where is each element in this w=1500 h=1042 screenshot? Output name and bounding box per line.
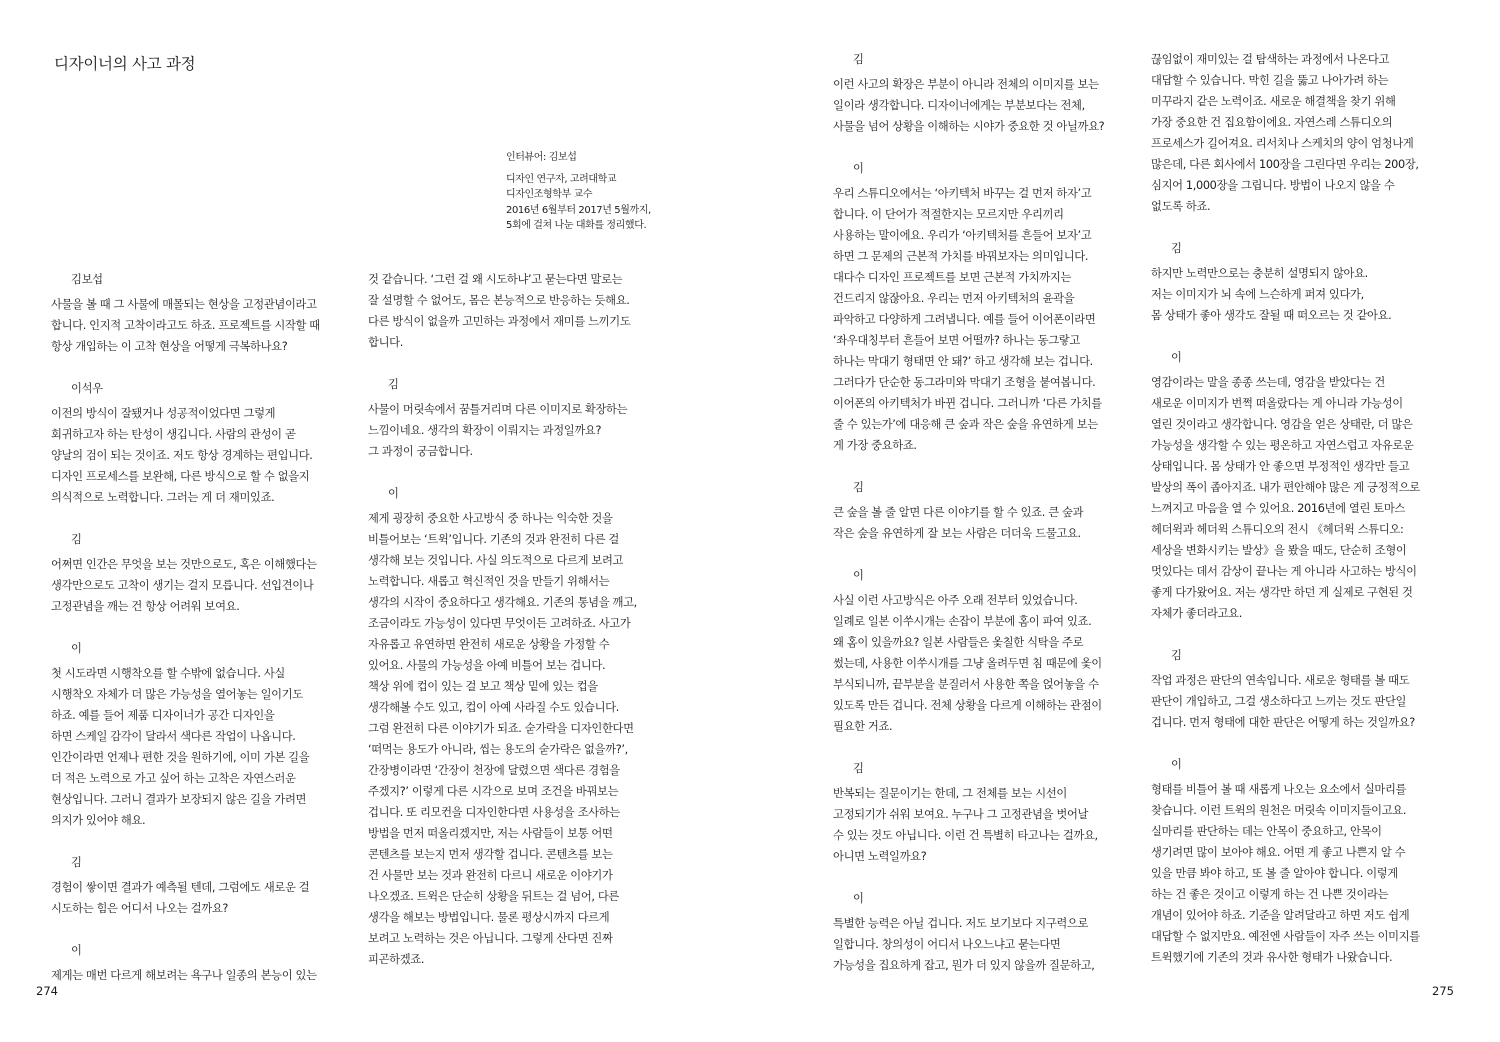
- text-line: 조금이라도 가능성이 있다면 무엇이든 고려하죠. 사고가: [368, 617, 631, 630]
- speaker-name: 이: [1171, 758, 1182, 771]
- text-line: 더 적은 노력으로 가고 싶어 하는 고착은 자연스러운: [51, 772, 296, 785]
- text-line: 고정관념을 깨는 건 항상 어려워 보여요.: [51, 600, 240, 613]
- dialogue-block: [833, 158, 1104, 456]
- text-line: 가능성을 생각할 수 있는 평온하고 자연스럽고 자유로운: [1151, 439, 1414, 452]
- text-line: 잘 설명할 수 없어도, 몸은 본능적으로 반응하는 듯해요.: [368, 294, 630, 307]
- text-line: 수 있는 것도 아닙니다. 이런 건 특별히 타고나는 걸까요,: [833, 829, 1098, 842]
- text-line: 일이라 생각합니다. 디자이너에게는 부분보다는 전체,: [833, 99, 1085, 112]
- text-line: 시행착오 자체가 더 많은 가능성을 열어놓는 일이기도: [51, 688, 303, 701]
- speaker-name: 이: [388, 487, 399, 500]
- text-line: 의지가 있어야 해요.: [51, 814, 146, 827]
- speaker-name: 이: [1171, 351, 1182, 364]
- text-line: 많은데, 다른 회사에서 100장을 그린다면 우리는 200장,: [1151, 158, 1419, 171]
- text-line: 없도록 하죠.: [1151, 200, 1211, 213]
- page-number-left: 274: [36, 984, 58, 998]
- dialogue-block: [51, 638, 320, 831]
- text-line: 그러다가 단순한 동그라미와 막대기 조형을 붙여봅니다.: [833, 376, 1096, 389]
- right-page: [750, 0, 1500, 1042]
- speaker-name: 이: [71, 642, 82, 655]
- text-column-1: [51, 269, 320, 1007]
- text-line: 겁니다. 먼저 형태에 대한 판단은 어떻게 하는 것일까요?: [1151, 716, 1415, 729]
- text-line: 사물을 볼 때 그 사물에 매몰되는 현상을 고정관념이라고: [51, 298, 317, 311]
- text-line: 노력합니다. 새롭고 혁신적인 것을 만들기 위해서는: [368, 575, 610, 588]
- text-line: 아니면 노력일까요?: [833, 850, 927, 863]
- text-line: 큰 숲을 볼 줄 알면 다른 이야기를 할 수 있죠. 큰 숲과: [833, 506, 1084, 519]
- text-line: 있어요. 사물의 가능성을 아예 비틀어 보는 겁니다.: [368, 659, 606, 672]
- text-line: 일례로 일본 이쑤시개는 손잡이 부분에 홈이 파여 있죠.: [833, 615, 1092, 628]
- text-line: 몸 상태가 좋아 생각도 잘될 때 떠오르는 것 같아요.: [1151, 309, 1392, 322]
- text-line: 세상을 변화시키는 발상》을 봤을 때도, 단순히 조형이: [1151, 544, 1407, 557]
- speaker-name: 이: [853, 162, 864, 175]
- text-line: 비틀어보는 ‘트윅’입니다. 기존의 것과 완전히 다른 걸: [368, 533, 619, 546]
- text-line: 판단이 개입하고, 그걸 생소하다고 느끼는 것도 판단일: [1151, 695, 1407, 708]
- text-line: 생기려면 많이 보아야 해요. 어떤 게 좋고 나쁜지 알 수: [1151, 846, 1406, 859]
- speaker-name: 이: [71, 944, 82, 957]
- text-line: 있을 만큼 봐야 하고, 또 볼 줄 알아야 합니다. 이렇게: [1151, 867, 1398, 880]
- text-line: 대다수 디자인 프로젝트를 보면 근본적 가치까지는: [833, 271, 1072, 284]
- dialogue-block: [1151, 238, 1420, 326]
- text-line: 대답할 수 있습니다. 막힌 길을 뚫고 나아가려 하는: [1151, 74, 1389, 87]
- text-line: 항상 개입하는 이 고착 현상을 어떻게 극복하나요?: [51, 340, 288, 353]
- dialogue-block: [51, 940, 320, 986]
- text-line: 저는 이미지가 뇌 속에 느슨하게 퍼져 있다가,: [1151, 288, 1364, 301]
- text-line: 왜 홈이 있을까요? 일본 사람들은 옻칠한 식탁을 주로: [833, 636, 1084, 649]
- text-line: 상태입니다. 몸 상태가 안 좋으면 부정적인 생각만 들고: [1151, 460, 1410, 473]
- text-line: 좋게 다가왔어요. 저는 생각만 하던 게 실제로 구현된 것: [1151, 586, 1413, 599]
- text-line: 하죠. 예를 들어 제품 디자이너가 공간 디자인을: [51, 709, 275, 722]
- text-line: 영감이라는 말을 종종 쓰는데, 영감을 받았다는 건: [1151, 376, 1385, 389]
- text-line: ‘떠먹는 용도가 아니라, 씹는 용도의 숟가락은 없을까?’,: [368, 743, 628, 756]
- text-line: 헤더윅과 헤더윅 스튜디오의 전시 《헤더윅 스튜디오:: [1151, 523, 1404, 536]
- dialogue-block: [51, 529, 320, 617]
- text-column-2: [368, 269, 637, 991]
- text-line: 피곤하겠죠.: [368, 953, 425, 966]
- text-line: 건 사물만 보는 것과 완전히 다르니 새로운 이야기가: [368, 869, 613, 882]
- text-line: 하면 스케일 감각이 달라서 색다른 작업이 나옵니다.: [51, 730, 296, 743]
- speaker-name: 이석우: [71, 382, 103, 395]
- text-line: 형태를 비틀어 볼 때 새롭게 나오는 요소에서 실마리를: [1151, 783, 1407, 796]
- dialogue-block: [51, 378, 320, 508]
- text-line: 합니다.: [368, 336, 403, 349]
- text-line: 생각해 보는 것입니다. 사실 의도적으로 다르게 보려고: [368, 554, 624, 567]
- text-line: 썼는데, 사용한 이쑤시개를 그냥 올려두면 침 때문에 옻이: [833, 657, 1102, 670]
- text-line: 생각의 시작이 중요하다고 생각해요. 기존의 통념을 깨고,: [368, 596, 637, 609]
- text-line: 다른 방식이 없을까 고민하는 과정에서 재미를 느끼기도: [368, 315, 631, 328]
- text-line: 현상입니다. 그러니 결과가 보장되지 않은 길을 가려면: [51, 793, 307, 806]
- text-line: 개념이 있어야 하죠. 기준을 알려달라고 하면 저도 쉽게: [1151, 909, 1410, 922]
- text-line: 책상 위에 컵이 있는 걸 보고 책상 밑에 있는 컵을: [368, 680, 598, 693]
- text-line: 간장병이라면 ‘간장이 천장에 달렸으면 색다른 경험을: [368, 764, 620, 777]
- text-line: 사물을 넘어 상황을 이해하는 시야가 중요한 것 아닐까요?: [833, 120, 1105, 133]
- info-line: 디자인조형학부 교수: [506, 189, 593, 200]
- text-line: 양날의 검이 되는 것이죠. 저도 항상 경계하는 편입니다.: [51, 449, 313, 462]
- info-line: 인터뷰어: 김보섭: [506, 152, 577, 163]
- speaker-name: 김: [853, 53, 864, 66]
- text-line: 이전의 방식이 잘됐거나 성공적이었다면 그렇게: [51, 407, 276, 420]
- interviewer-info: [506, 150, 651, 234]
- text-column-4: [1151, 49, 1420, 989]
- dialogue-block: [833, 49, 1104, 137]
- dialogue-block: [833, 565, 1104, 737]
- text-line: 열린 것이라고 생각합니다. 영감을 얻은 상태란, 더 많은: [1151, 418, 1413, 431]
- dialogue-block: [1151, 645, 1420, 733]
- text-line: 그럼 완전히 다른 이야기가 되죠. 숟가락을 디자인한다면: [368, 722, 634, 735]
- text-line: 자유롭고 유연하면 완전히 새로운 상황을 가정할 수: [368, 638, 610, 651]
- text-line: 자체가 좋더라고요.: [1151, 607, 1242, 620]
- speaker-name: 김: [853, 481, 864, 494]
- text-column-3: [833, 49, 1104, 997]
- text-line: 실마리를 판단하는 데는 안목이 중요하고, 안목이: [1151, 825, 1382, 838]
- text-line: 하나는 막대기 형태면 안 돼?’ 하고 생각해 보는 겁니다.: [833, 355, 1093, 368]
- text-line: 찾습니다. 이런 트윅의 원천은 머릿속 이미지들이고요.: [1151, 804, 1407, 817]
- text-line: 파악하고 다양하게 그려냅니다. 예를 들어 이어폰이라면: [833, 313, 1096, 326]
- text-line: 느껴지고 마음을 열 수 있어요. 2016년에 열린 토마스: [1151, 502, 1405, 515]
- speaker-name: 김보섭: [71, 273, 103, 286]
- text-line: 고정되기가 쉬워 보여요. 누구나 그 고정관념을 벗어날: [833, 808, 1089, 821]
- speaker-name: 김: [388, 378, 399, 391]
- text-line: 첫 시도라면 시행착오를 할 수밖에 없습니다. 사실: [51, 667, 285, 680]
- dialogue-block: [833, 477, 1104, 544]
- page-number-right: 275: [1432, 984, 1454, 998]
- text-line: 특별한 능력은 아닐 겁니다. 저도 보기보다 지구력으로: [833, 917, 1089, 930]
- text-line: 가능성을 집요하게 잡고, 뭔가 더 있지 않을까 질문하고,: [833, 959, 1095, 972]
- text-line: 보려고 노력하는 것은 아닙니다. 그렇게 산다면 진짜: [368, 932, 613, 945]
- text-line: 콘텐츠를 보는지 먼저 생각할 겁니다. 콘텐츠를 보는: [368, 848, 613, 861]
- text-line: 끊임없이 재미있는 걸 탐색하는 과정에서 나온다고: [1151, 53, 1390, 66]
- text-line: 것 같습니다. ‘그런 걸 왜 시도하냐’고 묻는다면 말로는: [368, 273, 623, 286]
- dialogue-block: [833, 888, 1104, 976]
- text-line: 프로세스가 길어져요. 리서치나 스케치의 양이 엄청나게: [1151, 137, 1414, 150]
- text-line: 시도하는 힘은 어디서 나오는 걸까요?: [51, 902, 229, 915]
- text-line: 합니다. 이 단어가 적절한지는 모르지만 우리끼리: [833, 208, 1064, 221]
- text-line: ‘좌우대칭부터 흔들어 보면 어떨까? 하나는 동그랗고: [833, 334, 1080, 347]
- text-line: 이런 사고의 확장은 부분이 아니라 전체의 이미지를 보는: [833, 78, 1099, 91]
- text-line: 필요한 거죠.: [833, 720, 893, 733]
- text-line: 반복되는 질문이기는 한데, 그 전체를 보는 시선이: [833, 787, 1067, 800]
- text-line: 주겠지?’ 이렇게 다른 시각으로 보며 조건을 바꿔보는: [368, 785, 619, 798]
- dialogue-block: [1151, 347, 1420, 624]
- text-line: 작은 숲을 유연하게 잘 보는 사람은 더더욱 드물고요.: [833, 527, 1081, 540]
- speaker-name: 김: [1171, 649, 1182, 662]
- text-line: 겁니다. 또 리모컨을 디자인한다면 사용성을 조사하는: [368, 806, 620, 819]
- text-line: 하면 그 문제의 근본적 가치를 바꿔보자는 의미입니다.: [833, 250, 1089, 263]
- dialogue-block: [51, 852, 320, 919]
- dialogue-block: [1151, 754, 1420, 968]
- text-line: 디자인 프로세스를 보완해, 다른 방식으로 할 수 없을지: [51, 470, 310, 483]
- text-line: 새로운 이미지가 번쩍 떠올랐다는 게 아니라 가능성이: [1151, 397, 1403, 410]
- dialogue-block: [368, 269, 637, 353]
- text-line: 방법을 먼저 떠올리겠지만, 저는 사람들이 보통 어떤: [368, 827, 613, 840]
- text-line: 건드리지 않잖아요. 우리는 먼저 아키텍처의 윤곽을: [833, 292, 1075, 305]
- text-line: 사실 이런 사고방식은 아주 오래 전부터 있었습니다.: [833, 594, 1078, 607]
- speaker-name: 김: [71, 856, 82, 869]
- dialogue-block: [51, 269, 320, 357]
- text-line: 경험이 쌓이면 결과가 예측될 텐데, 그럼에도 새로운 걸: [51, 881, 310, 894]
- text-line: 대답할 수 없지만요. 예전엔 사람들이 자주 쓰는 이미지를: [1151, 930, 1420, 943]
- text-line: 회귀하고자 하는 탄성이 생깁니다. 사람의 관성이 곧: [51, 428, 296, 441]
- text-line: 있도록 만든 겁니다. 전체 상황을 다르게 이해하는 관점이: [833, 699, 1102, 712]
- speaker-name: 이: [853, 569, 864, 582]
- text-line: 하는 건 좋은 것이고 이렇게 하는 건 나쁜 것이라는: [1151, 888, 1389, 901]
- page-title: 디자이너의 사고 과정: [54, 55, 196, 73]
- text-line: 제게 굉장히 중요한 사고방식 중 하나는 익숙한 것을: [368, 512, 613, 525]
- text-line: 이어폰의 아키텍처가 바뀐 겁니다. 그러니까 ‘다른 가치를: [833, 397, 1102, 410]
- text-line: 의식적으로 노력합니다. 그러는 게 더 재미있죠.: [51, 491, 275, 504]
- speaker-name: 김: [71, 533, 82, 546]
- speaker-name: 김: [853, 762, 864, 775]
- dialogue-block: [833, 758, 1104, 867]
- text-line: 심지어 1,000장을 그립니다. 방법이 나오지 않을 수: [1151, 179, 1395, 192]
- text-line: 인간이라면 언제나 편한 것을 원하기에, 이미 가본 길을: [51, 751, 310, 764]
- text-line: 합니다. 인지적 고착이라고도 하죠. 프로젝트를 시작할 때: [51, 319, 320, 332]
- text-line: 사용하는 말이에요. 우리가 ‘아키텍처를 흔들어 보자’고: [833, 229, 1092, 242]
- speaker-name: 김: [1171, 242, 1182, 255]
- text-line: 작업 과정은 판단의 연속입니다. 새로운 형태를 볼 때도: [1151, 674, 1410, 687]
- info-line: 디자인 연구자, 고려대학교: [506, 173, 617, 185]
- text-line: 나오겠죠. 트윅은 단순히 상황을 뒤트는 걸 넘어, 다른: [368, 890, 619, 903]
- dialogue-block: [368, 374, 637, 462]
- text-line: 발상의 폭이 좁아지죠. 내가 편안해야 많은 게 긍정적으로: [1151, 481, 1420, 494]
- text-line: 멋있다는 데서 감상이 끝나는 게 아니라 사고하는 방식이: [1151, 565, 1417, 578]
- text-line: 하지만 노력만으로는 충분히 설명되지 않아요.: [1151, 267, 1368, 280]
- dialogue-block: [1151, 49, 1420, 217]
- text-line: 미꾸라지 같은 노력이죠. 새로운 해결책을 찾기 위해: [1151, 95, 1396, 108]
- text-line: 트윅했기에 기존의 것과 유사한 형태가 나왔습니다.: [1151, 951, 1393, 964]
- text-line: 가장 중요한 건 집요함이에요. 자연스레 스튜디오의: [1151, 116, 1393, 129]
- text-line: 게 가장 중요하죠.: [833, 439, 917, 452]
- text-line: 일합니다. 창의성이 어디서 나오느냐고 묻는다면: [833, 938, 1061, 951]
- text-line: 부식되니까, 끝부분을 분질러서 사용한 쪽을 얹어놓을 수: [833, 678, 1099, 691]
- text-line: 사물이 머릿속에서 꿈틀거리며 다른 이미지로 확장하는: [368, 403, 628, 416]
- text-line: 생각만으로도 고착이 생기는 걸지 모릅니다. 선입견이나: [51, 579, 314, 592]
- text-line: 제게는 매번 다르게 해보려는 욕구나 일종의 본능이 있는: [51, 969, 317, 982]
- info-line: 5회에 걸쳐 나눈 대화를 정리했다.: [506, 220, 647, 231]
- text-line: 느낌이네요. 생각의 확장이 이뤄지는 과정일까요?: [368, 424, 602, 437]
- info-line: 2016년 6월부터 2017년 5월까지,: [506, 204, 651, 216]
- text-line: 그 과정이 궁금합니다.: [368, 445, 473, 458]
- text-line: 줄 수 있는가’에 대응해 큰 숲과 작은 숲을 유연하게 보는: [833, 418, 1098, 431]
- speaker-name: 이: [853, 892, 864, 905]
- text-line: 어쩌면 인간은 무엇을 보는 것만으로도, 혹은 이해했다는: [51, 558, 317, 571]
- text-line: 생각해볼 수도 있고, 컵이 아예 사라질 수도 있습니다.: [368, 701, 619, 714]
- dialogue-block: [368, 483, 637, 970]
- text-line: 우리 스튜디오에서는 ‘아키텍처 바꾸는 걸 먼저 하자’고: [833, 187, 1092, 200]
- text-line: 생각을 해보는 방법입니다. 물론 평상시까지 다르게: [368, 911, 610, 924]
